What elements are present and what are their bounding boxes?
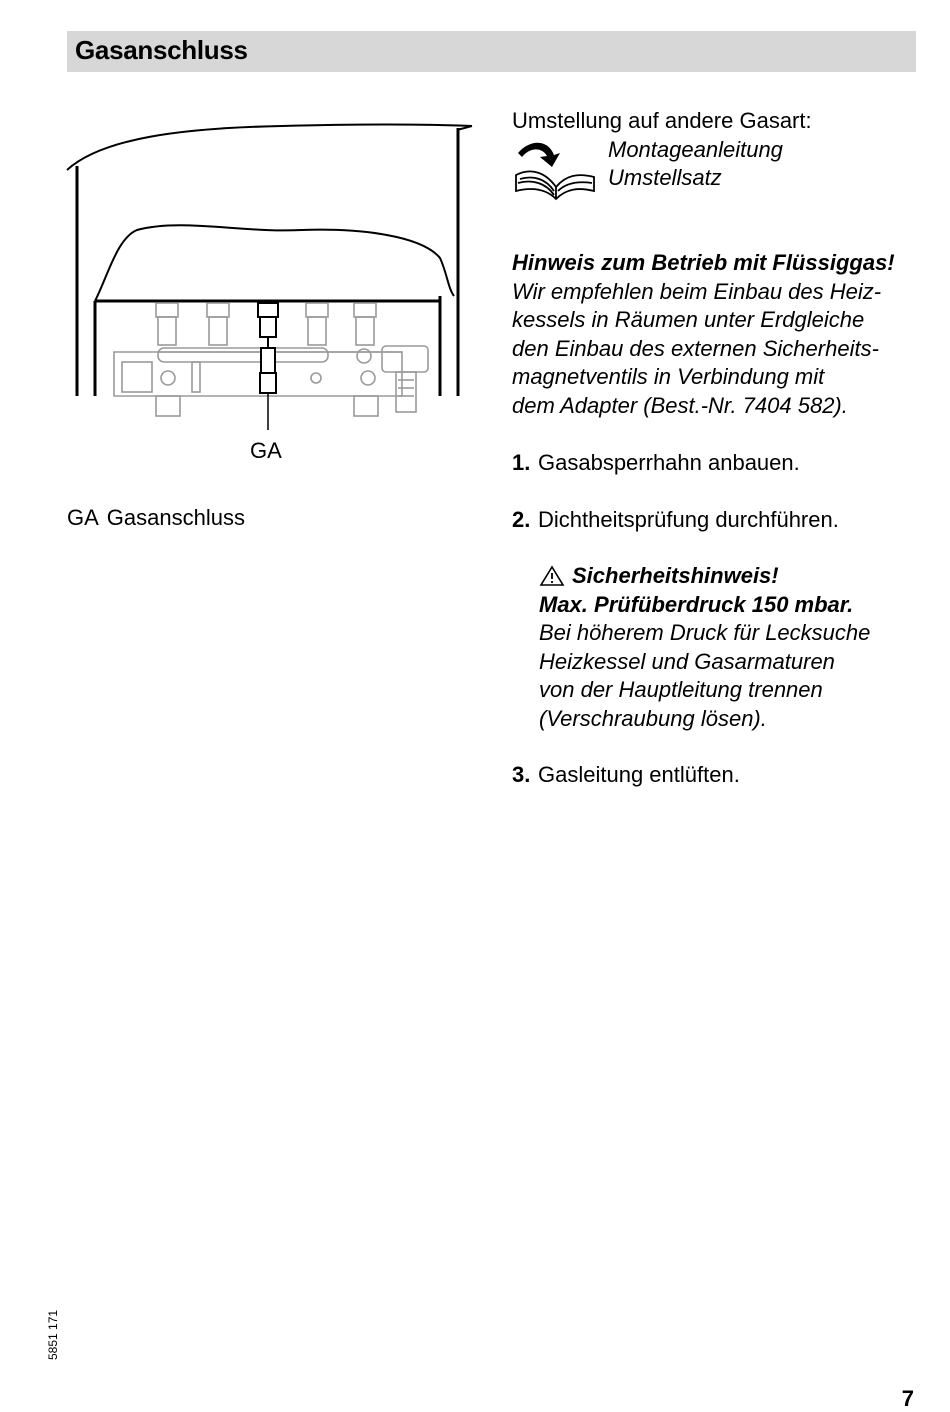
step-item — [512, 761, 932, 790]
step-list — [512, 449, 932, 790]
lpg-note — [512, 249, 932, 420]
warning-triangle-icon — [539, 565, 565, 587]
safety-title: Sicherheitshinweis! — [572, 563, 779, 588]
note-line: den Einbau des externen Sicherheits- — [512, 335, 879, 361]
safety-line: Heizkessel und Gasarmaturen — [539, 648, 835, 674]
safety-line: (Verschraubung lösen). — [539, 705, 767, 731]
gas-connection-illustration — [62, 118, 482, 468]
figure-label-ga: GA — [250, 438, 282, 463]
note-line: kessels in Räumen unter Erdgleiche — [512, 307, 865, 332]
reference-doc-line1: Montageanleitung — [608, 136, 783, 162]
note-line: Wir empfehlen beim Einbau des Heiz- — [512, 278, 882, 304]
section-header — [67, 31, 916, 72]
document-number: 5851 171 — [46, 1309, 60, 1360]
step-text: Dichtheitsprüfung durchführen. — [538, 506, 839, 532]
step-text: Gasabsperrhahn anbauen. — [538, 450, 800, 475]
manual-book-icon — [512, 137, 598, 201]
note-line: magnetventils in Verbindung mit — [512, 364, 825, 389]
safety-notice — [539, 562, 932, 733]
note-body — [512, 278, 932, 421]
figure-caption — [67, 505, 245, 531]
safety-title-row — [539, 562, 932, 591]
safety-subtitle: Max. Prüfüberdruck 150 mbar. — [539, 591, 854, 617]
note-line: dem Adapter (Best.-Nr. 7404 582). — [512, 392, 848, 418]
reference-document — [608, 136, 783, 193]
step-number: 3. — [512, 762, 531, 787]
safety-body — [539, 619, 932, 733]
page-title: Gasanschluss — [75, 35, 248, 65]
caption-key: GA — [67, 505, 99, 530]
instructions-column — [512, 107, 932, 790]
reference-intro: Umstellung auf andere Gasart: — [512, 108, 812, 133]
step-number: 2. — [512, 506, 531, 532]
caption-text: Gasanschluss — [106, 505, 245, 530]
safety-line: von der Hauptleitung trennen — [539, 677, 823, 702]
reference-doc-line2: Umstellsatz — [608, 165, 722, 190]
step-item — [512, 506, 932, 535]
reference-block — [512, 107, 932, 191]
step-item — [512, 449, 932, 478]
step-text: Gasleitung entlüften. — [538, 762, 740, 787]
step-number: 1. — [512, 450, 531, 475]
note-title: Hinweis zum Betrieb mit Flüssiggas! — [512, 250, 895, 275]
page-number: 7 — [901, 1386, 914, 1411]
safety-line: Bei höherem Druck für Lecksuche — [539, 620, 871, 645]
